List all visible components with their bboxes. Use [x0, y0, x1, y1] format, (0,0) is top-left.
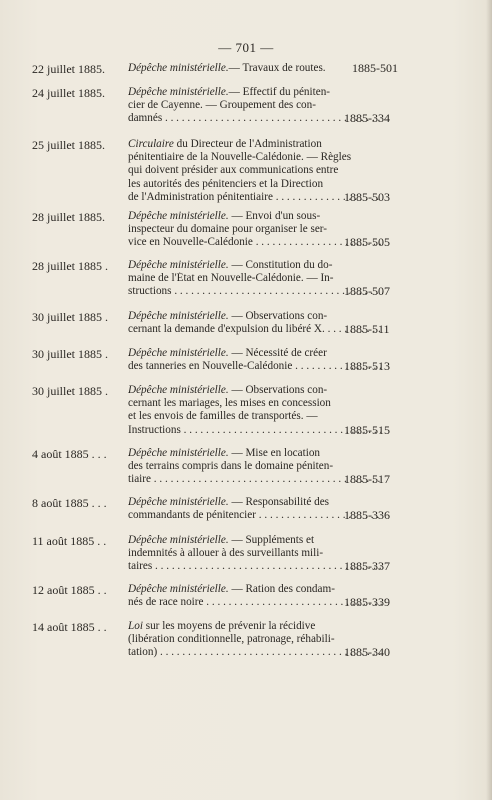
description-text: vice en Nouvelle-Calédonie — [128, 236, 253, 249]
description-text: les autorités des pénitenciers et la Direction — [128, 177, 324, 190]
document-type: Dépêche ministérielle. — [128, 447, 229, 459]
document-type: Dépêche ministérielle. — [128, 86, 229, 98]
description-line — [128, 164, 383, 177]
description-text: — Observations con- — [228, 310, 328, 322]
document-type: Dépêche ministérielle. — [128, 259, 229, 271]
document-type: Dépêche ministérielle. — [128, 583, 229, 595]
description-text: — Travaux de routes. — [228, 62, 326, 74]
description-text: — Nécessité de créer — [228, 347, 327, 359]
description-text: tation) — [128, 646, 158, 659]
entry-date: 12 août 1885 . . — [32, 583, 107, 597]
description-text: inspecteur du domaine pour organiser le ser- — [128, 223, 328, 236]
entry-description — [128, 62, 383, 75]
description-text: — Mise en location — [228, 447, 321, 459]
description-line — [128, 384, 383, 397]
description-text: cernant la demande d'expulsion du libéré X. . . — [128, 323, 336, 336]
description-text: indemnités à allouer à des surveillants mili- — [128, 547, 324, 560]
entry-date: 25 juillet 1885. — [32, 138, 105, 152]
entry-date: 24 juillet 1885. — [32, 86, 105, 100]
entry-reference: 1885-515 — [344, 422, 390, 437]
description-text: sur les moyens de prévenir la récidive — [142, 620, 316, 632]
entry-reference: 1885-505 — [344, 235, 390, 250]
description-text: structions — [128, 285, 172, 298]
description-text: et les envois de familles de transportés. — — [128, 410, 318, 423]
document-type: Circulaire — [128, 138, 174, 150]
entry-reference: 1885-340 — [344, 645, 390, 660]
description-text: qui doivent présider aux communications entre — [128, 164, 339, 177]
description-text: — Responsabilité des — [228, 496, 330, 508]
entry-reference: 1885-336 — [344, 508, 390, 523]
entry-reference: 1885-501 — [352, 61, 398, 75]
description-text: commandants de pénitencier — [128, 509, 256, 522]
description-text: taires — [128, 560, 153, 573]
entry-date: 8 août 1885 . . . — [32, 496, 107, 510]
description-line — [128, 151, 383, 164]
entry-reference: 1885-511 — [344, 322, 390, 337]
description-text: — Effectif du péniten- — [228, 86, 331, 98]
entry-reference: 1885-517 — [344, 472, 390, 487]
document-type: Dépêche ministérielle. — [128, 496, 229, 508]
entry-reference: 1885-507 — [344, 284, 390, 299]
description-text: — Envoi d'un sous- — [228, 210, 321, 222]
description-line — [128, 447, 383, 460]
description-line — [128, 62, 383, 75]
description-text: pénitentiaire de la Nouvelle-Calédonie. — Règles — [128, 151, 352, 164]
description-text: — Observations con- — [228, 384, 328, 396]
document-type: Loi — [128, 620, 143, 632]
description-text: — Ration des condam- — [228, 583, 335, 595]
description-text: des terrains compris dans le domaine péniten- — [128, 460, 334, 473]
document-type: Dépêche ministérielle. — [128, 534, 229, 546]
description-line — [128, 138, 383, 151]
entry-date: 14 août 1885 . . — [32, 620, 107, 634]
entry-date: 22 juillet 1885. — [32, 62, 105, 76]
description-text: des tanneries en Nouvelle-Calédonie — [128, 360, 293, 373]
document-type: Dépêche ministérielle. — [128, 384, 229, 396]
description-line — [128, 210, 383, 223]
entry-date: 30 juillet 1885 . — [32, 310, 108, 324]
description-text: — Suppléments et — [228, 534, 315, 546]
description-text: nés de race noire — [128, 596, 204, 609]
entry-date: 11 août 1885 . . — [32, 534, 107, 548]
description-text: damnés — [128, 112, 163, 125]
entry-reference: 1885-339 — [344, 595, 390, 610]
entry-date: 28 juillet 1885 . — [32, 259, 108, 273]
entry-reference: 1885-503 — [344, 189, 390, 204]
description-text: (libération conditionnelle, patronage, réhabili- — [128, 633, 335, 646]
description-text: maine de l'État en Nouvelle-Calédonie. — In- — [128, 272, 334, 285]
document-type: Dépêche ministérielle. — [128, 347, 229, 359]
description-text: Instructions — [128, 423, 181, 436]
description-text: — Constitution du do- — [228, 259, 333, 271]
description-line — [128, 534, 383, 547]
entry-reference: 1885-513 — [344, 359, 390, 374]
document-type: Dépêche ministérielle. — [128, 210, 229, 222]
description-text: du Directeur de l'Administration — [173, 138, 322, 150]
description-text: cier de Cayenne. — Groupement des con- — [128, 99, 316, 112]
description-text: cernant les mariages, les mises en concession — [128, 397, 331, 410]
entry-date: 4 août 1885 . . . — [32, 447, 107, 461]
description-text: de l'Administration pénitentiaire — [128, 190, 273, 203]
description-line — [128, 86, 383, 99]
description-line — [128, 178, 383, 191]
document-type: Dépêche ministérielle. — [128, 62, 229, 74]
description-line — [128, 410, 383, 423]
entry-reference: 1885-334 — [344, 111, 390, 126]
description-line — [128, 620, 383, 633]
page-edge-shadow — [486, 0, 492, 800]
entry-reference: 1885-337 — [344, 559, 390, 574]
description-line — [128, 259, 383, 272]
document-type: Dépêche ministérielle. — [128, 310, 229, 322]
entry-date: 30 juillet 1885 . — [32, 384, 108, 398]
entry-date: 30 juillet 1885 . — [32, 347, 108, 361]
entry-date: 28 juillet 1885. — [32, 210, 105, 224]
page-number: — 701 — — [218, 40, 274, 55]
description-text: tiaire — [128, 473, 151, 486]
description-line — [128, 397, 383, 410]
